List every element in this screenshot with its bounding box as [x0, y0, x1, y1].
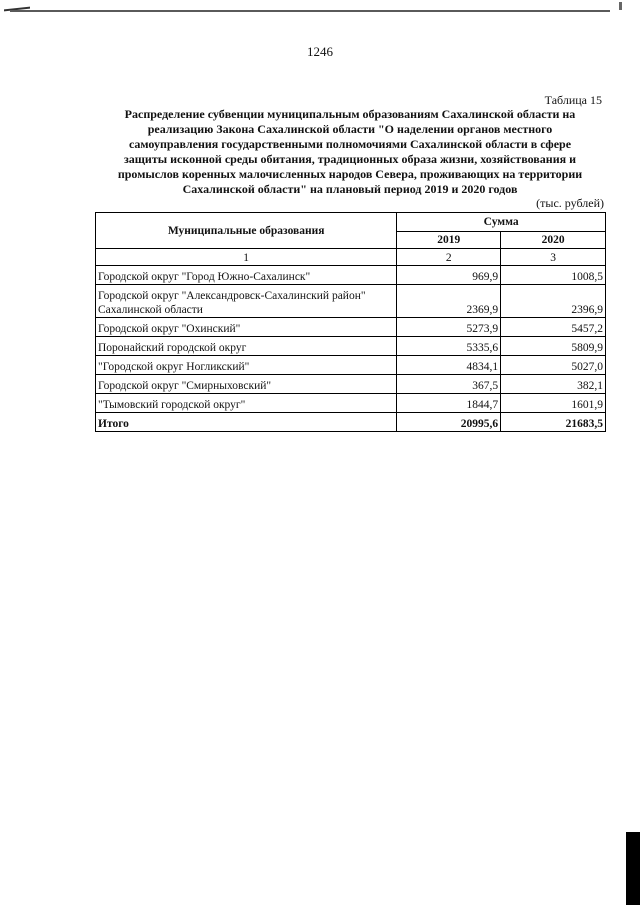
subvention-table [95, 212, 606, 432]
row-value-2020: 5809,9 [501, 337, 606, 356]
table-row [96, 285, 606, 318]
column-index-2: 2 [397, 249, 501, 266]
table-row [96, 318, 606, 337]
table-row [96, 394, 606, 413]
table-row [96, 266, 606, 285]
row-name: "Городской округ Ногликский" [96, 356, 397, 375]
table-row [96, 356, 606, 375]
scan-artifact-bottom-bar [626, 832, 640, 905]
table-row [96, 337, 606, 356]
scan-artifact-top-line [10, 10, 610, 12]
row-name: Городской округ "Охинский" [96, 318, 397, 337]
row-value-2019: 4834,1 [397, 356, 501, 375]
row-name: Городской округ "Александровск-Сахалинский район" Сахалинской области [96, 285, 397, 318]
row-value-2019: 2369,9 [397, 285, 501, 318]
row-value-2019: 969,9 [397, 266, 501, 285]
row-name: Городской округ "Смирныховский" [96, 375, 397, 394]
header-year-2020: 2020 [501, 232, 606, 249]
row-name: Городской округ "Город Южно-Сахалинск" [96, 266, 397, 285]
table-label: Таблица 15 [544, 93, 602, 107]
row-value-2020: 5027,0 [501, 356, 606, 375]
row-name: "Тымовский городской округ" [96, 394, 397, 413]
scan-artifact-left [4, 7, 30, 18]
total-value-2020: 21683,5 [501, 413, 606, 432]
total-label: Итого [96, 413, 397, 432]
units-label: (тыс. рублей) [536, 196, 604, 210]
row-value-2019: 5273,9 [397, 318, 501, 337]
column-index-1: 1 [96, 249, 397, 266]
column-index-3: 3 [501, 249, 606, 266]
row-value-2020: 382,1 [501, 375, 606, 394]
row-name: Поронайский городской округ [96, 337, 397, 356]
row-value-2019: 1844,7 [397, 394, 501, 413]
page-number: 1246 [307, 44, 333, 59]
scan-artifact-right-mark [619, 2, 622, 10]
header-sum: Сумма [397, 213, 606, 232]
table-row [96, 375, 606, 394]
row-value-2020: 5457,2 [501, 318, 606, 337]
total-row [96, 413, 606, 432]
header-municipalities: Муниципальные образования [96, 213, 397, 249]
row-value-2020: 1601,9 [501, 394, 606, 413]
row-value-2020: 2396,9 [501, 285, 606, 318]
header-year-2019: 2019 [397, 232, 501, 249]
row-value-2020: 1008,5 [501, 266, 606, 285]
document-title: Распределение субвенции муниципальным образованиям Сахалинской области на реализацию Закона Сахалинской области "О наделении органов местного самоуправления государственными полномочиями Сахалинской области в сфере защиты исконной среды обитания, традиционных образа жизни, хозяйствования и промыслов коренных малочисленных народов Севера, проживающих на территории Сахалинской области" на плановый период 2019 и 2020 годов [117, 107, 583, 196]
row-value-2019: 5335,6 [397, 337, 501, 356]
row-value-2019: 367,5 [397, 375, 501, 394]
total-value-2019: 20995,6 [397, 413, 501, 432]
